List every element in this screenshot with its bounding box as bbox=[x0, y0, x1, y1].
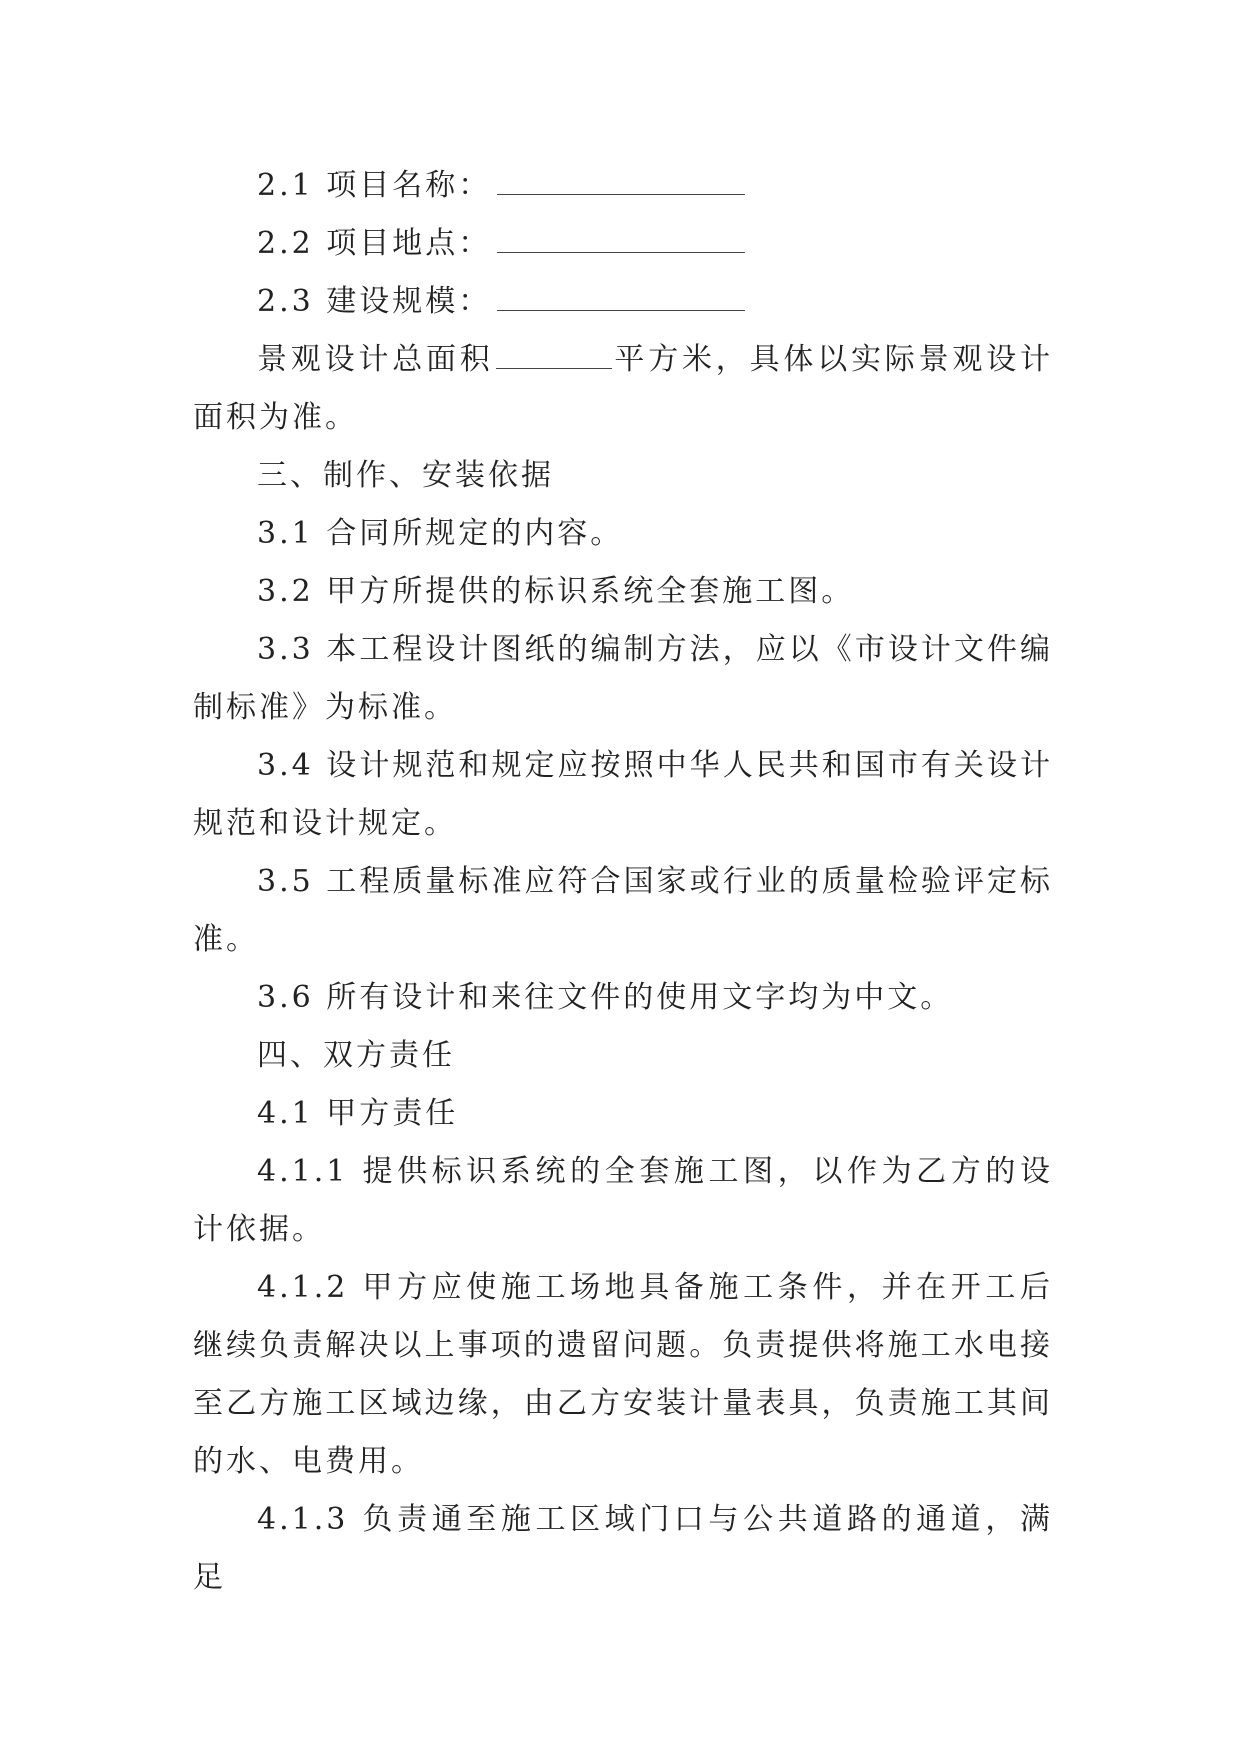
project-location-blank bbox=[497, 226, 745, 253]
area-text-after: 平方米，具体以实际景观设计面积为准。 bbox=[193, 342, 1054, 435]
clause-3-4: 3.4 设计规范和规定应按照中华人民共和国市有关设计规范和设计规定。 bbox=[193, 748, 1053, 841]
clause-4-1-1: 4.1.1 提供标识系统的全套施工图，以作为乙方的设计依据。 bbox=[193, 1154, 1053, 1247]
clause-3-6: 3.6 所有设计和来往文件的使用文字均为中文。 bbox=[257, 980, 954, 1015]
clause-4-1-2: 4.1.2 甲方应使施工场地具备施工条件，并在开工后继续负责解决以上事项的遗留问题。负责提供将施工水电接至乙方施工区域边缘，由乙方安装计量表具，负责施工其间的水、电费用。 bbox=[193, 1270, 1053, 1479]
project-name-label: 2.1 项目名称： bbox=[257, 168, 492, 203]
section-heading-4: 四、双方责任 bbox=[257, 1038, 455, 1073]
construction-scale-label: 2.3 建设规模： bbox=[257, 284, 492, 319]
project-location-line bbox=[193, 215, 1053, 273]
project-name-line bbox=[193, 157, 1053, 215]
section-heading-3: 三、制作、安装依据 bbox=[257, 458, 554, 493]
clause-3-2: 3.2 甲方所提供的标识系统全套施工图。 bbox=[257, 574, 855, 609]
project-location-label: 2.2 项目地点： bbox=[257, 226, 492, 261]
construction-scale-line bbox=[193, 273, 1053, 331]
project-name-blank bbox=[497, 168, 745, 195]
clause-4-1: 4.1 甲方责任 bbox=[257, 1096, 459, 1131]
document-body bbox=[193, 157, 1053, 1607]
area-text-before: 景观设计总面积 bbox=[257, 342, 494, 377]
clause-3-1: 3.1 合同所规定的内容。 bbox=[257, 516, 624, 551]
construction-scale-blank bbox=[497, 284, 745, 311]
clause-3-3: 3.3 本工程设计图纸的编制方法，应以《市设计文件编制标准》为标准。 bbox=[193, 632, 1053, 725]
clause-4-1-3: 4.1.3 负责通至施工区域门口与公共道路的通道，满足 bbox=[193, 1502, 1053, 1595]
area-paragraph bbox=[193, 331, 1053, 447]
clause-3-5: 3.5 工程质量标准应符合国家或行业的质量检验评定标准。 bbox=[193, 864, 1053, 957]
area-blank bbox=[496, 342, 612, 369]
